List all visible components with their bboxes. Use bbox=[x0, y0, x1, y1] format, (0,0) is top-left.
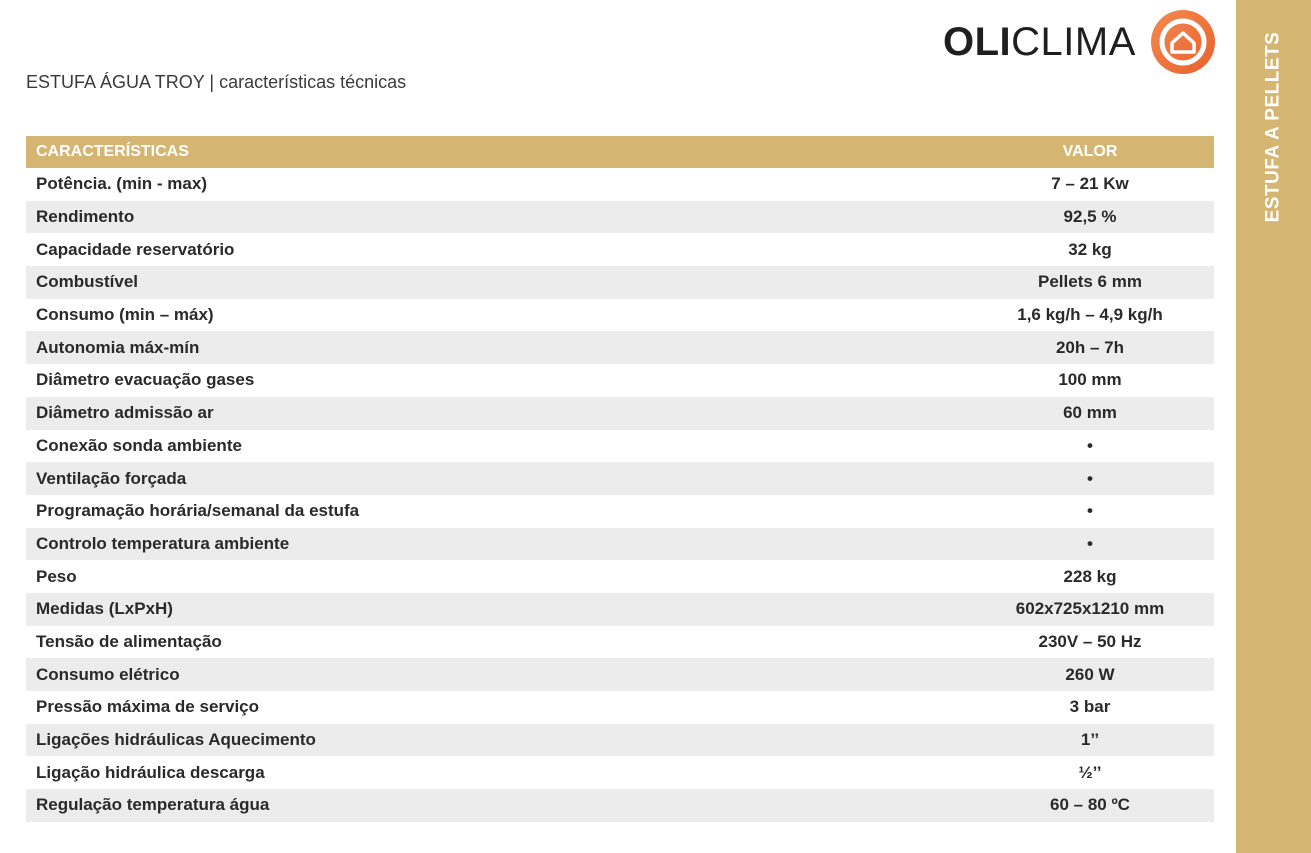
row-label: Autonomia máx-mín bbox=[26, 331, 966, 364]
row-label: Diâmetro admissão ar bbox=[26, 397, 966, 430]
table-row bbox=[26, 266, 1214, 299]
table-row bbox=[26, 168, 1214, 201]
row-value: ½’’ bbox=[966, 756, 1214, 789]
document-title: ESTUFA ÁGUA TROY | características técnicas bbox=[26, 72, 407, 92]
table-row bbox=[26, 593, 1214, 626]
header-characteristics: CARACTERÍSTICAS bbox=[26, 136, 966, 168]
table-row bbox=[26, 397, 1214, 430]
row-label: Programação horária/semanal da estufa bbox=[26, 495, 966, 528]
row-label: Medidas (LxPxH) bbox=[26, 593, 966, 626]
specs-table bbox=[26, 136, 1214, 822]
table-row bbox=[26, 233, 1214, 266]
table-row bbox=[26, 756, 1214, 789]
row-label: Combustível bbox=[26, 266, 966, 299]
table-row bbox=[26, 299, 1214, 332]
table-row bbox=[26, 495, 1214, 528]
table-row bbox=[26, 528, 1214, 561]
row-value: 3 bar bbox=[966, 691, 1214, 724]
row-value: 1’’ bbox=[966, 724, 1214, 757]
row-label: Ligações hidráulicas Aquecimento bbox=[26, 724, 966, 757]
row-label: Rendimento bbox=[26, 201, 966, 234]
table-row bbox=[26, 626, 1214, 659]
row-value: 602x725x1210 mm bbox=[966, 593, 1214, 626]
table-row bbox=[26, 560, 1214, 593]
row-value: 230V – 50 Hz bbox=[966, 626, 1214, 659]
brand-name-light: CLIMA bbox=[1011, 19, 1136, 64]
brand-name bbox=[943, 20, 1136, 65]
table-row bbox=[26, 201, 1214, 234]
row-value: • bbox=[966, 462, 1214, 495]
brand-logo bbox=[943, 8, 1216, 76]
row-label: Controlo temperatura ambiente bbox=[26, 528, 966, 561]
row-value: 100 mm bbox=[966, 364, 1214, 397]
row-label: Pressão máxima de serviço bbox=[26, 691, 966, 724]
row-value: • bbox=[966, 495, 1214, 528]
row-value: • bbox=[966, 528, 1214, 561]
row-value: 20h – 7h bbox=[966, 331, 1214, 364]
row-label: Regulação temperatura água bbox=[26, 789, 966, 822]
row-value: Pellets 6 mm bbox=[966, 266, 1214, 299]
row-label: Peso bbox=[26, 560, 966, 593]
row-label: Potência. (min - max) bbox=[26, 168, 966, 201]
row-value: 32 kg bbox=[966, 233, 1214, 266]
side-band-label-wrap bbox=[1236, 22, 1311, 232]
row-label: Tensão de alimentação bbox=[26, 626, 966, 659]
row-label: Ligação hidráulica descarga bbox=[26, 756, 966, 789]
table-row bbox=[26, 789, 1214, 822]
row-value: 60 – 80 ºC bbox=[966, 789, 1214, 822]
row-value: 60 mm bbox=[966, 397, 1214, 430]
row-label: Consumo elétrico bbox=[26, 658, 966, 691]
table-row bbox=[26, 658, 1214, 691]
row-label: Conexão sonda ambiente bbox=[26, 430, 966, 463]
row-value: 7 – 21 Kw bbox=[966, 168, 1214, 201]
row-label: Diâmetro evacuação gases bbox=[26, 364, 966, 397]
brand-name-bold: OLI bbox=[943, 19, 1012, 64]
row-value: • bbox=[966, 430, 1214, 463]
row-value: 260 W bbox=[966, 658, 1214, 691]
row-label: Consumo (min – máx) bbox=[26, 299, 966, 332]
row-label: Capacidade reservatório bbox=[26, 233, 966, 266]
table-row bbox=[26, 331, 1214, 364]
row-value: 1,6 kg/h – 4,9 kg/h bbox=[966, 299, 1214, 332]
table-header-row bbox=[26, 136, 1214, 168]
table-row bbox=[26, 430, 1214, 463]
table-row bbox=[26, 724, 1214, 757]
row-label: Ventilação forçada bbox=[26, 462, 966, 495]
table-row bbox=[26, 462, 1214, 495]
table-row bbox=[26, 691, 1214, 724]
row-value: 92,5 % bbox=[966, 201, 1214, 234]
table-row bbox=[26, 364, 1214, 397]
side-band-label: ESTUFA A PELLETS bbox=[1262, 31, 1284, 223]
header-value: VALOR bbox=[966, 136, 1214, 168]
row-value: 228 kg bbox=[966, 560, 1214, 593]
house-in-circle-icon bbox=[1150, 9, 1216, 75]
